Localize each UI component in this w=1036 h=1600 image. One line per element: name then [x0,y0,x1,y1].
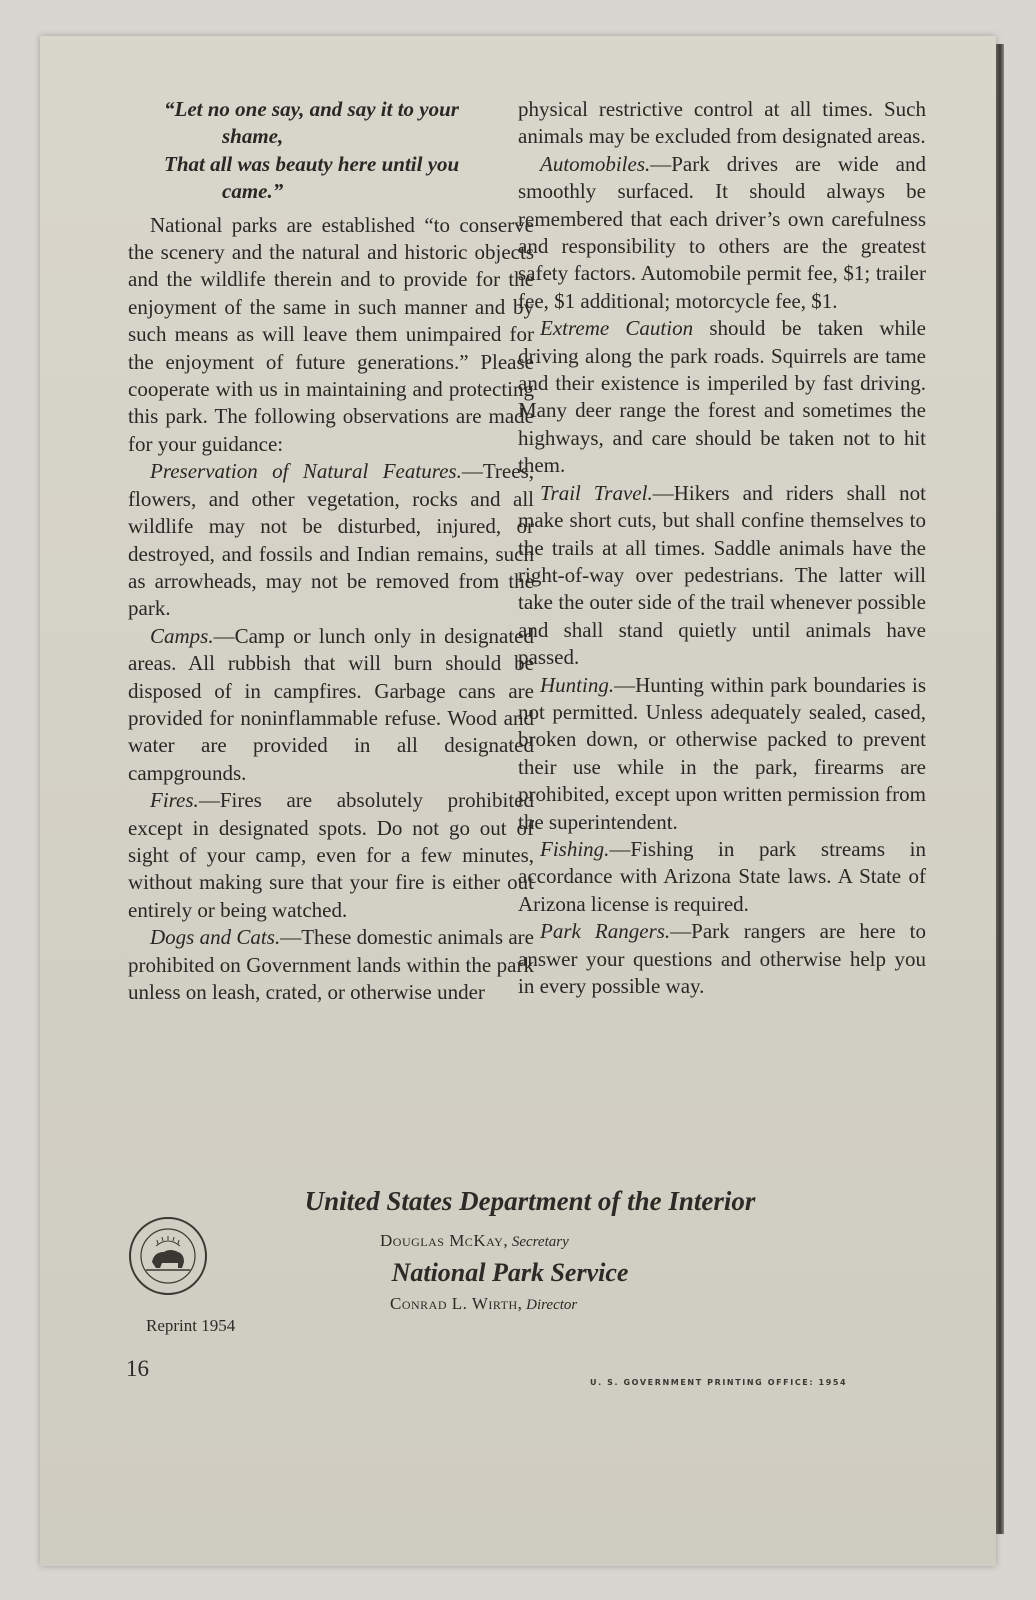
left-column [128,96,534,1006]
section-hunting [518,672,926,836]
section-camps [128,623,534,787]
section-heading: Hunting. [540,672,615,697]
intro-paragraph: National parks are established “to conserve the scenery and the natural and historic objects and the wildlife therein and to provide for the enjoyment of the same in such manner and by such means as will leave them unimpaired for the enjoyment of future generations.” Please cooperate with us in maintaining and protecting this park. The following observations are made for your guidance: [128,212,534,456]
section-body: —Fires are absolutely prohibited except in designated spots. Do not go out of sight of your camp, even for a few minutes, without making sure that your fire is either out entirely or being watched. [128,788,534,922]
section-body: —Park drives are wide and smoothly surfaced. It should always be remembered that each driver’s own carefulness and responsibility to others are the greatest safety factors. Automobile permit fee, $1; trailer fee, $1 additional; motorcycle fee, $1. [518,151,926,313]
secretary-name: Douglas McKay, [380,1231,509,1250]
section-body: —Trees, flowers, and other vegetation, rocks and all wildlife may not be disturbed, injured, or destroyed, and fossils and Indian remains, such as arrowheads, may not be removed from the park. [128,459,534,621]
section-heading: Fishing. [540,836,610,861]
quote-line-2: shame, [222,124,284,149]
section-preservation [128,458,534,622]
quote-line-1: “Let no one say, and say it to your [164,97,459,121]
section-body: —Hunting within park boundaries is not permitted. Unless adequately sealed, cased, broken down, or otherwise packed to prevent their use while in the park, firearms are prohibited, except upon written permission from the superintendent. [518,672,926,834]
section-trail [518,480,926,672]
section-heading: Camps. [150,623,214,648]
section-body: —These domestic animals are prohibited on Government lands within the park unless on leash, crated, or otherwise under [128,925,534,1004]
booklet-page [40,36,996,1566]
section-heading: Automobiles. [540,151,651,176]
quote-line-4: came.” [222,179,284,204]
section-automobiles [518,151,926,315]
section-heading: Fires. [150,788,199,813]
booklet-spine [996,44,1004,1534]
section-caution [518,315,926,479]
reprint-note: Reprint 1954 [146,1316,236,1335]
section-rangers [518,918,926,1000]
secretary-line [380,1231,700,1251]
section-body: —Fishing in park streams in accordance with Arizona State laws. A State of Arizona license is required. [518,836,926,916]
section-heading: Park Rangers. [540,919,671,944]
section-fishing [518,836,926,918]
section-fires [128,787,534,924]
opening-quote [164,96,534,206]
secretary-title: Secretary [511,1234,569,1250]
section-dogs [128,924,534,1006]
quote-line-3: That all was beauty here until you [164,151,460,176]
section-heading: Extreme Caution [540,316,694,341]
section-heading: Preservation of Natural Features. [150,459,462,484]
department-heading: United States Department of the Interior [304,1186,756,1216]
page-number: 16 [126,1356,149,1381]
right-column [518,96,926,1000]
section-body: —Park rangers are here to answer your questions and otherwise help you in every possible way. [518,919,926,998]
director-line [390,1294,710,1314]
service-heading: National Park Service [391,1258,629,1287]
interior-seal-icon [128,1216,208,1296]
section-heading: Dogs and Cats. [150,925,281,950]
section-body: should be taken while driving along the park roads. Squirrels are tame and their existence is imperiled by fast driving. Many deer range the forest and sometimes the highways, and care should be taken not to hit them. [518,316,926,478]
section-body: —Hikers and riders shall not make short cuts, but shall confine themselves to the trails at all times. Saddle animals have the right-of-way over pedestrians. The latter will take the outer side of the trail whenever possible and shall stand quietly until animals have passed. [518,480,926,670]
section-body: —Camp or lunch only in designated areas. All rubbish that will burn should be disposed of in campfires. Garbage cans are provided for noninflammable refuse. Wood and water are provided in all designated campgrounds. [128,623,534,785]
director-name: Conrad L. Wirth, [390,1294,523,1313]
printing-office-imprint: U. S. GOVERNMENT PRINTING OFFICE: 1954 [590,1378,848,1387]
section-dogs-continued: physical restrictive control at all times. Such animals may be excluded from designated areas. [518,97,926,149]
director-title: Director [526,1297,578,1313]
section-heading: Trail Travel. [540,480,653,505]
